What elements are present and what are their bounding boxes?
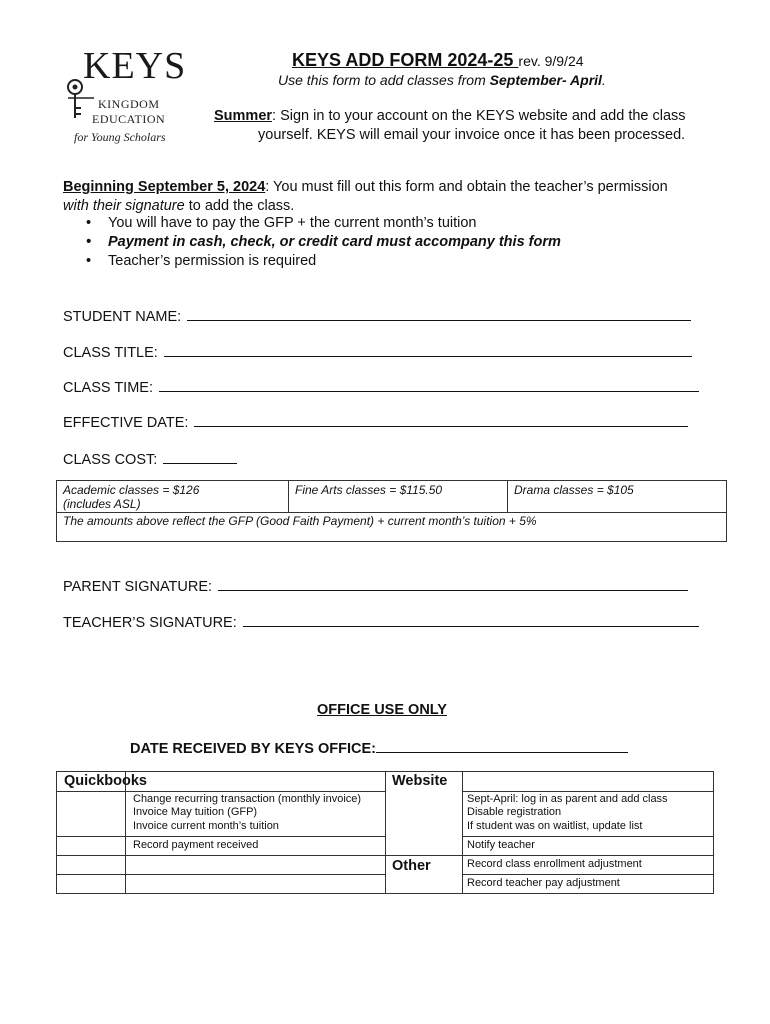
date-received-line[interactable] <box>376 738 628 753</box>
student-name-label: STUDENT NAME: <box>63 309 182 325</box>
class-title-line[interactable] <box>164 342 692 357</box>
other-item-2: Record teacher pay adjustment <box>467 877 620 889</box>
class-cost-line[interactable] <box>163 449 237 464</box>
qb-item-1: Change recurring transaction (monthly invoice) <box>133 793 362 805</box>
table-divider <box>57 855 713 856</box>
summer-text-1: : Sign in to your account on the KEYS website and add the class <box>272 108 686 124</box>
form-title <box>292 50 584 71</box>
logo-keys-text: KEYS <box>83 45 187 87</box>
subtitle-period: . <box>601 72 606 88</box>
parent-signature-field <box>63 576 688 595</box>
logo-young-scholars: for Young Scholars <box>74 130 166 144</box>
date-received-field <box>130 738 628 757</box>
cost-note: The amounts above reflect the GFP (Good Faith Payment) + current month’s tuition + 5% <box>63 514 537 528</box>
beginning-text-1: : You must fill out this form and obtain the teacher’s permission <box>265 179 668 195</box>
form-subtitle <box>278 72 606 88</box>
date-received-label: DATE RECEIVED BY KEYS OFFICE: <box>130 741 376 757</box>
qb-item-3: Invoice current month’s tuition <box>133 820 279 832</box>
teacher-signature-field <box>63 612 699 631</box>
class-title-label: CLASS TITLE: <box>63 345 158 361</box>
title-rev: rev. 9/9/24 <box>518 53 584 69</box>
parent-signature-line[interactable] <box>218 576 688 591</box>
class-cost-label: CLASS COST: <box>63 452 158 468</box>
class-time-label: CLASS TIME: <box>63 380 153 396</box>
list-item: • You will have to pay the GFP + the current month’s tuition <box>86 214 561 233</box>
web-item-1: Sept-April: log in as parent and add class <box>467 793 668 805</box>
table-divider <box>462 874 713 875</box>
logo-education: EDUCATION <box>92 112 166 126</box>
table-divider <box>462 836 713 837</box>
web-item-3: If student was on waitlist, update list <box>467 820 643 832</box>
fine-arts-cell: Fine Arts classes = $115.50 <box>289 481 508 512</box>
table-divider <box>57 791 385 792</box>
teacher-signature-line[interactable] <box>243 612 699 627</box>
website-header: Website <box>392 773 448 789</box>
student-name-line[interactable] <box>187 306 691 321</box>
effective-date-label: EFFECTIVE DATE: <box>63 415 189 431</box>
summer-instructions <box>214 107 686 145</box>
quickbooks-header: Quickbooks <box>64 773 147 789</box>
web-item-4: Notify teacher <box>467 839 535 851</box>
academic-note: (includes ASL) <box>63 497 141 511</box>
beginning-instructions <box>63 178 668 216</box>
class-time-field <box>63 377 699 396</box>
summer-text-2: yourself. KEYS will email your invoice once it has been processed. <box>258 127 686 143</box>
summer-label: Summer <box>214 108 273 124</box>
requirements-list <box>86 214 561 271</box>
parent-signature-label: PARENT SIGNATURE: <box>63 579 213 595</box>
beginning-text-2: to add the class. <box>184 198 295 214</box>
effective-date-field <box>63 412 688 431</box>
cost-row <box>57 481 726 513</box>
beginning-italic: with their signature <box>63 198 185 214</box>
title-main: KEYS ADD FORM 2024-25 <box>292 50 519 70</box>
web-item-2: Disable registration <box>467 806 562 818</box>
class-time-line[interactable] <box>159 377 699 392</box>
class-cost-field <box>63 449 237 468</box>
qb-item-4: Record payment received <box>133 839 259 851</box>
class-title-field <box>63 342 692 361</box>
qb-item-2: Invoice May tuition (GFP) <box>133 806 258 818</box>
other-header: Other <box>392 858 431 874</box>
list-item: • Payment in cash, check, or credit card must accompany this form <box>86 233 561 252</box>
table-divider <box>57 874 385 875</box>
academic-cell <box>57 481 289 512</box>
office-table <box>56 771 714 894</box>
list-item: • Teacher’s permission is required <box>86 252 561 271</box>
logo-kingdom: KINGDOM <box>98 97 160 111</box>
other-item-1: Record class enrollment adjustment <box>467 858 642 870</box>
teacher-signature-label: TEACHER’S SIGNATURE: <box>63 615 237 631</box>
table-divider <box>57 836 385 837</box>
table-divider <box>385 772 386 893</box>
subtitle-text: Use this form to add classes from <box>278 72 490 88</box>
table-divider <box>462 791 713 792</box>
academic-price: Academic classes = $126 <box>63 483 200 497</box>
keys-logo <box>66 45 196 150</box>
beginning-label: Beginning September 5, 2024 <box>63 179 266 195</box>
student-name-field <box>63 306 691 325</box>
cost-table <box>56 480 727 542</box>
drama-cell: Drama classes = $105 <box>514 483 634 497</box>
office-use-heading: OFFICE USE ONLY <box>317 702 447 718</box>
effective-date-line[interactable] <box>194 412 688 427</box>
subtitle-months: September- April <box>489 72 602 88</box>
